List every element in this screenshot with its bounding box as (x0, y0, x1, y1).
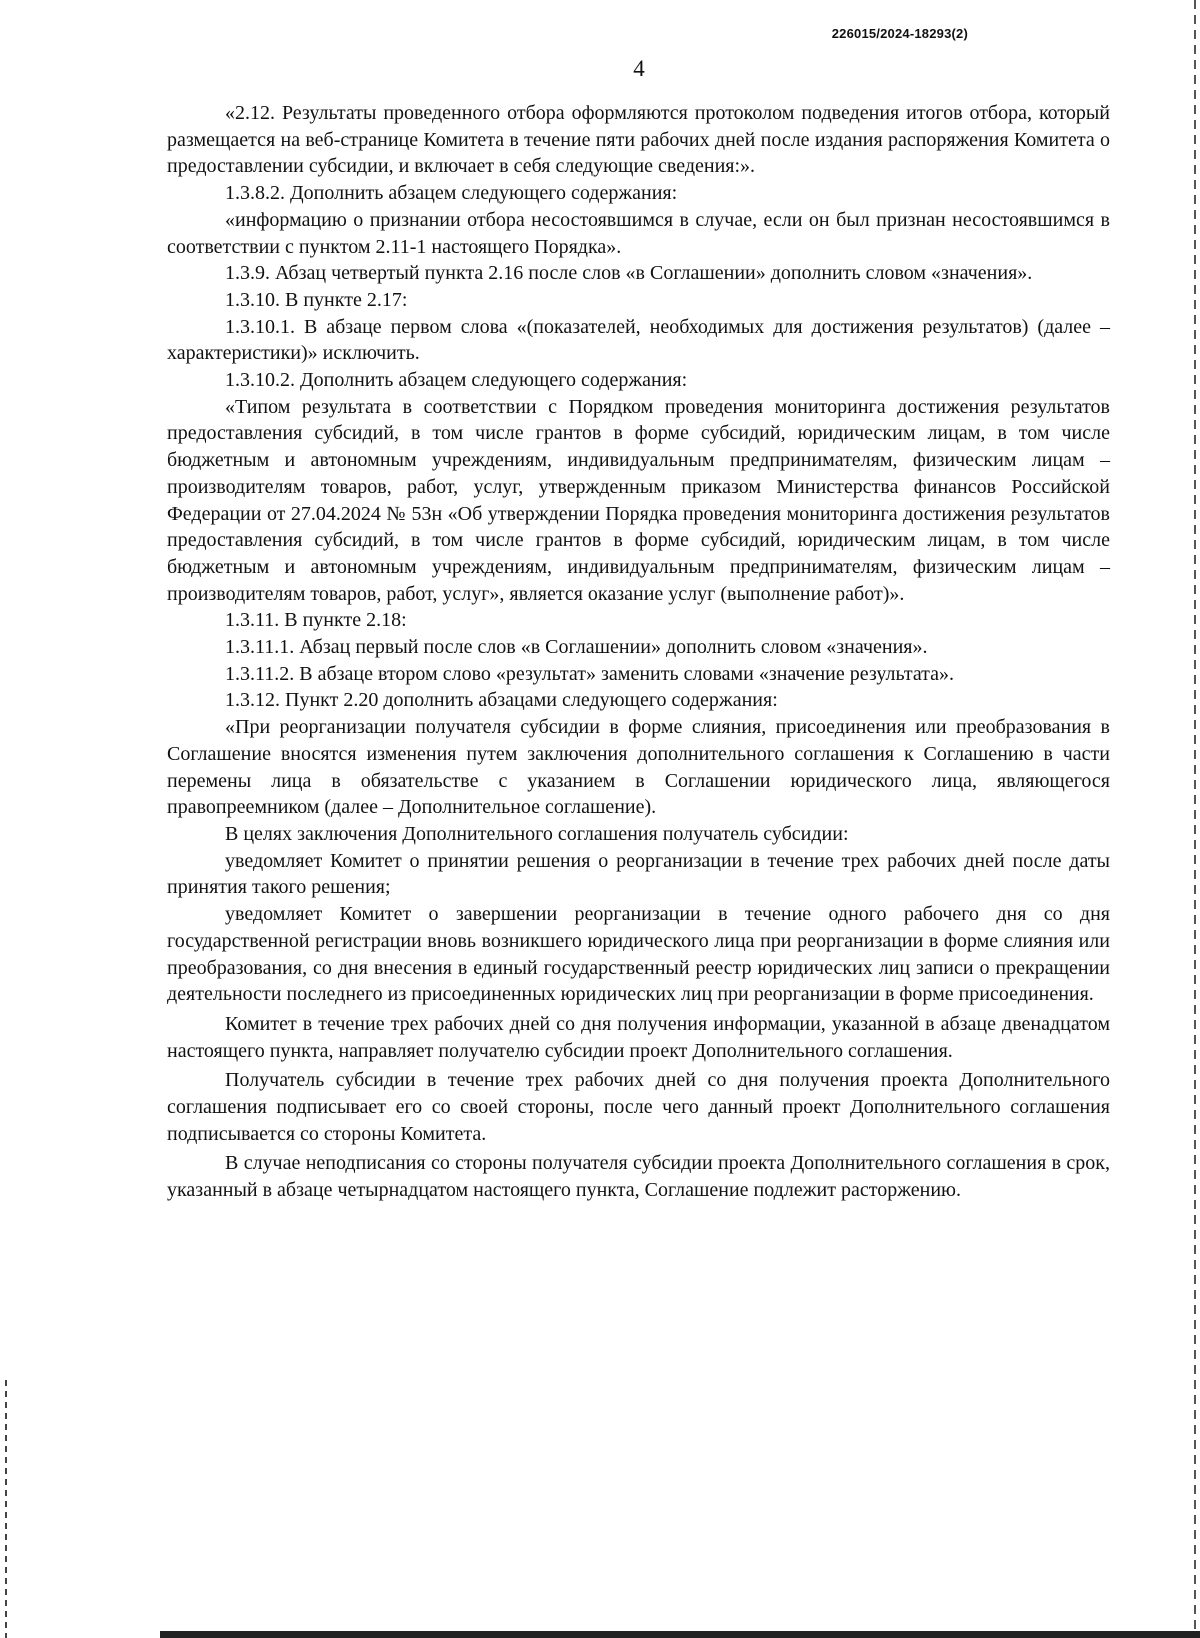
paragraph-1-3-8-2: 1.3.8.2. Дополнить абзацем следующего содержания: (225, 182, 678, 205)
scan-edge-left (5, 1380, 7, 1638)
paragraph-1-3-10: 1.3.10. В пункте 2.17: (225, 288, 408, 311)
paragraph-1-3-10-2: 1.3.10.2. Дополнить абзацем следующего содержания: (225, 369, 688, 392)
paragraph-quote-reorganization: «При реорганизации получателя субсидии в форме слияния, присоединения или преобразования в Соглашение вносятся изменения путем заключения дополнительного соглашения к Соглашению в части перемены лица в обязательстве с указанием в Соглашении юридического лица, являющегося правопреемником (далее – Дополнительное соглашение). (167, 716, 1110, 819)
paragraph-notify-completion: уведомляет Комитет о завершении реорганизации в течение одного рабочего дня со дня государственной регистрации вновь возникшего юридического лица при реорганизации в форме слияния или преобразования, со дня внесения в единый государственный реестр юридических лиц записи о прекращении деятельности последнего из присоединенных юридических лиц при реорганизации в форме присоединения. (167, 903, 1110, 1006)
paragraph-1-3-10-1: 1.3.10.1. В абзаце первом слова «(показателей, необходимых для достижения результатов) (далее – характеристики)» исключить. (167, 315, 1110, 365)
scan-bottom-edge (160, 1631, 1200, 1638)
page-number: 4 (633, 56, 645, 81)
paragraph-1-3-11-1: 1.3.11.1. Абзац первый после слов «в Соглашении» дополнить словом «значения». (225, 636, 928, 659)
paragraph-1-3-11-2: 1.3.11.2. В абзаце втором слово «результат» заменить словами «значение результата». (225, 662, 955, 685)
paragraph-quote-result-type: «Типом результата в соответствии с Порядком проведения мониторинга достижения результатов предоставления субсидий, в том числе грантов в форме субсидий, юридическим лицам, в том числе бюджетным и автономным учреждениям, индивидуальным предпринимателям, физическим лицам – производителям товаров, работ, услуг, утвержденным приказом Министерства финансов Российской Федерации от 27.04.2024 № 53н «Об утверждении Порядка проведения мониторинга достижения результатов предоставления субсидий, в том числе грантов в форме субсидий, юридическим лицам, в том числе бюджетным и автономным учреждениям, индивидуальным предпринимателям, физическим лицам – производителям товаров, работ, услуг», является оказание услуг (выполнение работ)». (167, 395, 1110, 605)
scan-edge-right (1194, 0, 1196, 1638)
paragraph-1-3-12: 1.3.12. Пункт 2.20 дополнить абзацами следующего содержания: (225, 689, 778, 712)
paragraph-quote-information: «информацию о признании отбора несостоявшимся в случае, если он был признан несостоявшимся в соответствии с пунктом 2.11-1 настоящего Порядка». (167, 208, 1110, 258)
paragraph-2-12: «2.12. Результаты проведенного отбора оформляются протоколом подведения итогов отбора, который размещается на веб-странице Комитета в течение пяти рабочих дней после издания распоряжения Комитета о предоставлении субсидии, и включает в себя следующие сведения:». (167, 102, 1110, 178)
paragraph-purpose: В целях заключения Дополнительного соглашения получатель субсидии: (225, 822, 849, 845)
document-registration-number: 226015/2024-18293(2) (831, 26, 968, 41)
paragraph-1-3-11: 1.3.11. В пункте 2.18: (225, 609, 407, 632)
document-body (167, 100, 1110, 1204)
paragraph-termination: В случае неподписания со стороны получателя субсидии проекта Дополнительного соглашения в срок, указанный в абзаце четырнадцатом настоящего пункта, Соглашение подлежит расторжению. (167, 1152, 1110, 1202)
paragraph-notify-decision: уведомляет Комитет о принятии решения о реорганизации в течение трех рабочих дней после даты принятия такого решения; (167, 849, 1110, 899)
paragraph-recipient-signs: Получатель субсидии в течение трех рабочих дней со дня получения проекта Дополнительного соглашения подписывает его со своей стороны, после чего данный проект Дополнительного соглашения подписывается со стороны Комитета. (167, 1069, 1110, 1145)
paragraph-committee-sends: Комитет в течение трех рабочих дней со дня получения информации, указанной в абзаце двенадцатом настоящего пункта, направляет получателю субсидии проект Дополнительного соглашения. (167, 1012, 1110, 1062)
paragraph-1-3-9: 1.3.9. Абзац четвертый пункта 2.16 после слов «в Соглашении» дополнить словом «значения». (225, 262, 1033, 285)
